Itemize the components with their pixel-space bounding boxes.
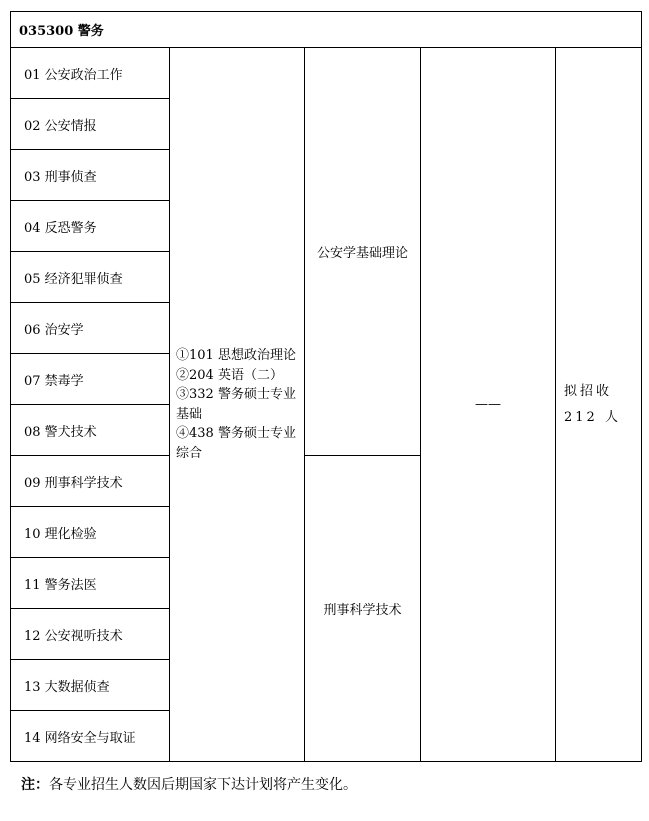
footnote [21,774,357,794]
direction-cell: 09 刑事科学技术 [11,456,170,507]
retest-subject-cell: 公安学基础理论 [305,48,421,456]
direction-cell: 05 经济犯罪侦查 [11,252,170,303]
direction-cell: 11 警务法医 [11,558,170,609]
enrollment-plan-cell: 拟招收 212 人 [556,48,642,762]
footnote-label: 注： [21,777,49,793]
direction-cell: 03 刑事侦查 [11,150,170,201]
retest-subject-cell: 刑事科学技术 [305,456,421,762]
direction-cell: 12 公安视听技术 [11,609,170,660]
direction-cell: 02 公安情报 [11,99,170,150]
remarks-cell: —— [421,48,556,762]
direction-cell: 08 警犬技术 [11,405,170,456]
direction-cell: 13 大数据侦查 [11,660,170,711]
exam-subject-item: ①101 思想政治理论 [176,348,296,363]
direction-cell: 01 公安政治工作 [11,48,170,99]
direction-cell: 10 理化检验 [11,507,170,558]
exam-subjects-cell [170,48,305,762]
direction-cell: 14 网络安全与取证 [11,711,170,762]
footnote-text: 各专业招生人数因后期国家下达计划将产生变化。 [49,777,357,793]
exam-subject-item: ③332 警务硕士专业基础 [176,387,296,422]
exam-subject-item: ④438 警务硕士专业综合 [176,426,296,461]
exam-subject-item: ②204 英语（二） [176,367,283,383]
admissions-table [10,11,642,762]
direction-cell: 06 治安学 [11,303,170,354]
table-header: 035300 警务 [11,12,642,48]
direction-cell: 07 禁毒学 [11,354,170,405]
direction-cell: 04 反恐警务 [11,201,170,252]
